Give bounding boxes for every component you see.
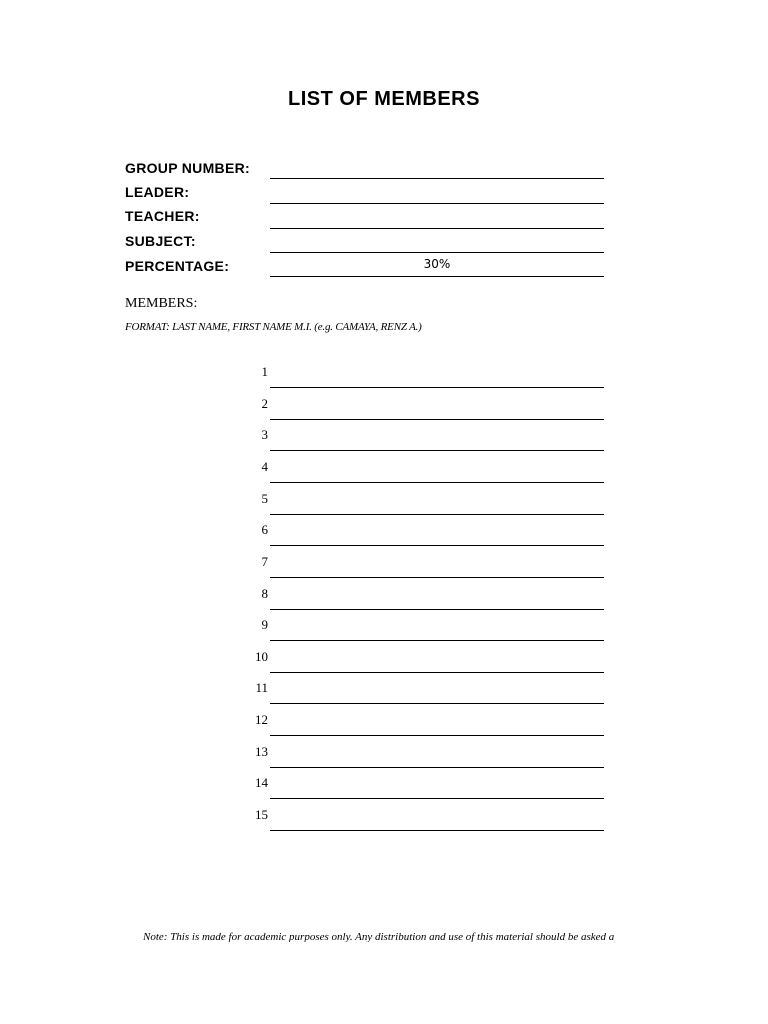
member-row-line[interactable] bbox=[270, 577, 604, 578]
members-label: MEMBERS: bbox=[125, 296, 198, 311]
member-row-line[interactable] bbox=[270, 767, 604, 768]
member-row-number: 10 bbox=[255, 649, 268, 664]
member-row-number: 5 bbox=[261, 491, 268, 506]
member-row-line[interactable] bbox=[270, 545, 604, 546]
member-row-line[interactable] bbox=[270, 640, 604, 641]
group-number-line[interactable] bbox=[270, 178, 604, 179]
member-row-number: 6 bbox=[261, 522, 268, 537]
percentage-label: PERCENTAGE: bbox=[125, 258, 230, 274]
member-row-line[interactable] bbox=[270, 419, 604, 420]
leader-line[interactable] bbox=[270, 203, 604, 204]
member-row-line[interactable] bbox=[270, 482, 604, 483]
page-title: LIST OF MEMBERS bbox=[288, 88, 480, 110]
member-row-line[interactable] bbox=[270, 798, 604, 799]
subject-line[interactable] bbox=[270, 252, 604, 253]
member-row-number: 13 bbox=[255, 744, 268, 759]
member-row-number: 1 bbox=[261, 364, 268, 379]
teacher-label: TEACHER: bbox=[125, 208, 200, 224]
subject-label: SUBJECT: bbox=[125, 233, 196, 249]
member-row-line[interactable] bbox=[270, 735, 604, 736]
member-row-line[interactable] bbox=[270, 830, 604, 831]
member-row-line[interactable] bbox=[270, 672, 604, 673]
member-row-number: 4 bbox=[261, 459, 268, 474]
footnote-container bbox=[0, 928, 768, 942]
member-row-number: 3 bbox=[261, 427, 268, 442]
member-row-number: 15 bbox=[255, 807, 268, 822]
member-row-line[interactable] bbox=[270, 703, 604, 704]
footnote: Note: This is made for academic purposes only. Any distribution and use of this material should be asked a bbox=[143, 931, 615, 942]
member-row-number: 9 bbox=[261, 617, 268, 632]
leader-label: LEADER: bbox=[125, 184, 190, 200]
percentage-value[interactable]: 30% bbox=[423, 257, 451, 271]
member-row-number: 11 bbox=[255, 680, 268, 695]
member-row-number: 2 bbox=[261, 396, 268, 411]
member-row-number: 14 bbox=[255, 775, 268, 790]
percentage-line[interactable] bbox=[270, 276, 604, 277]
format-note: FORMAT: LAST NAME, FIRST NAME M.I. (e.g. CAMAYA, RENZ A.) bbox=[125, 321, 422, 333]
member-row-line[interactable] bbox=[270, 387, 604, 388]
member-row-line[interactable] bbox=[270, 514, 604, 515]
member-row-number: 7 bbox=[261, 554, 268, 569]
teacher-line[interactable] bbox=[270, 228, 604, 229]
member-row-number: 8 bbox=[261, 586, 268, 601]
member-row-line[interactable] bbox=[270, 450, 604, 451]
group-number-label: GROUP NUMBER: bbox=[125, 160, 250, 176]
member-row-number: 12 bbox=[255, 712, 268, 727]
member-row-line[interactable] bbox=[270, 609, 604, 610]
